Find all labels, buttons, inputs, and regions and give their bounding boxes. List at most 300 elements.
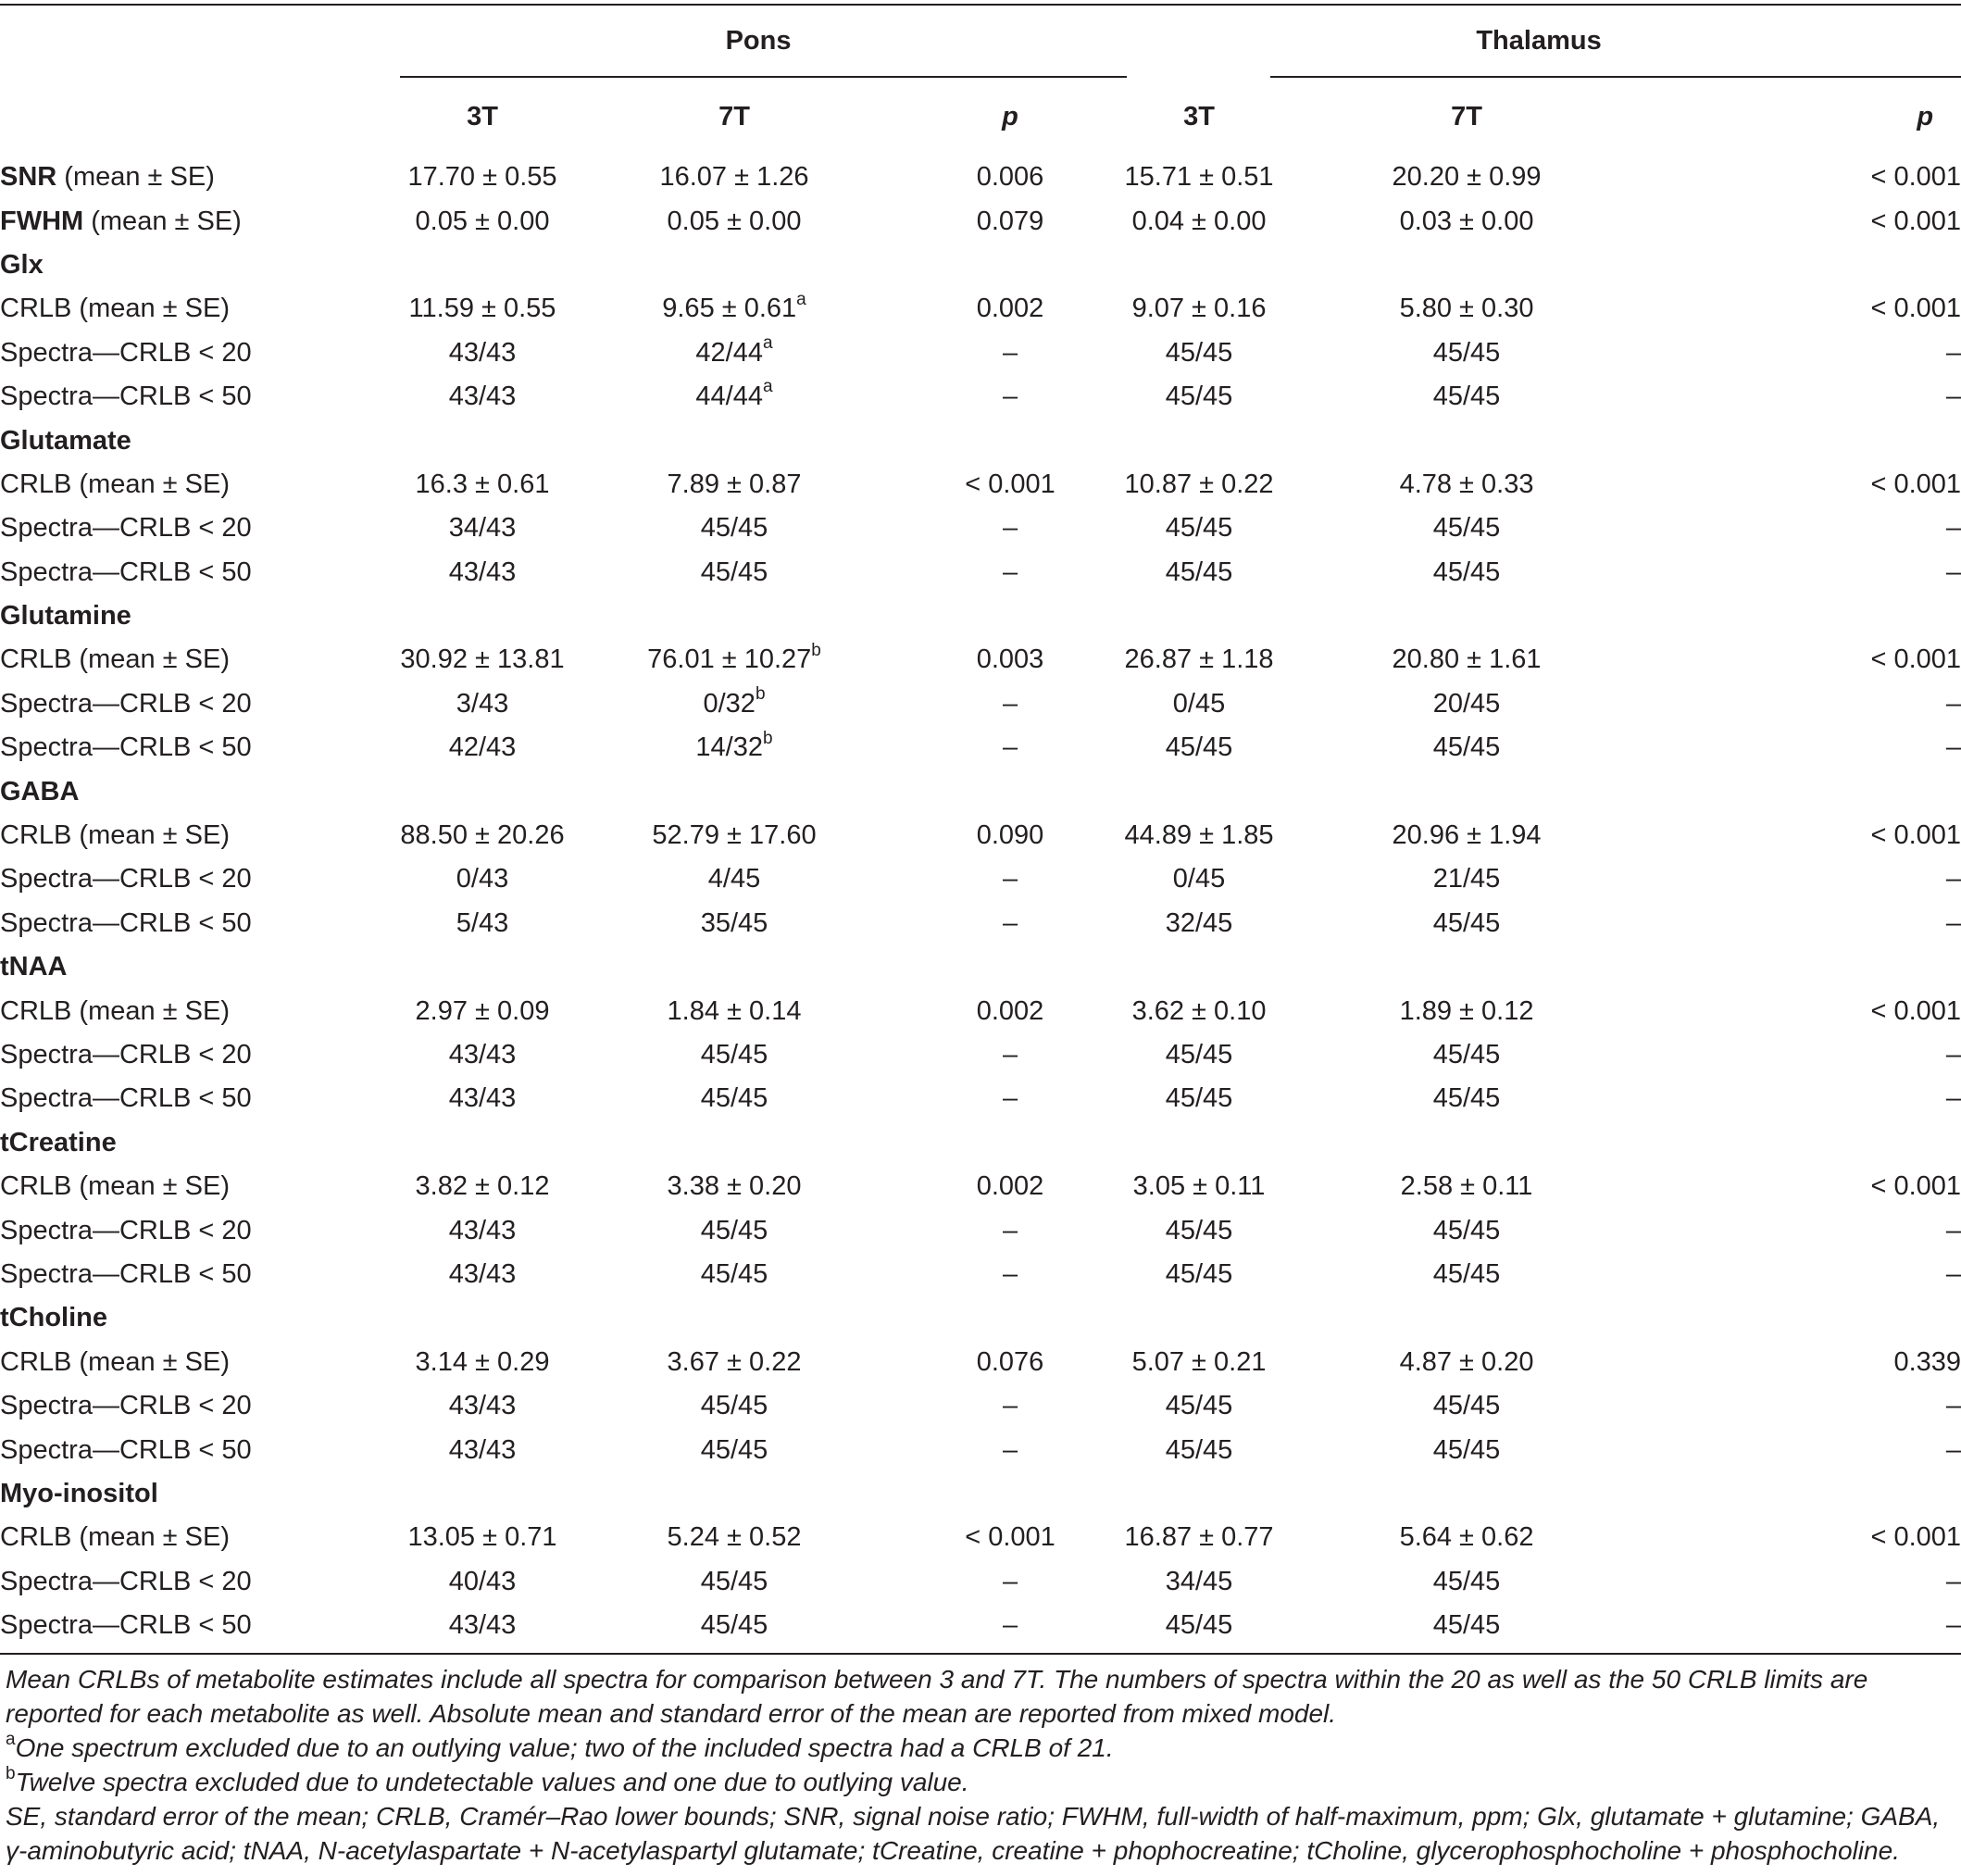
cell-pons-p [904, 1033, 1117, 1077]
empty-cell [1652, 594, 1961, 638]
cell-thalamus-7t [1281, 463, 1652, 507]
row-label-bold: FWHM [0, 206, 84, 236]
cell-thalamus-p [1652, 1253, 1961, 1296]
cell-thalamus-7t [1281, 638, 1652, 682]
section-header-row [0, 244, 1961, 287]
cell-value: 0.002 [976, 995, 1044, 1026]
cell-pons-7t [565, 1208, 904, 1252]
cell-value: 45/45 [1432, 1434, 1501, 1465]
empty-cell [1652, 419, 1961, 462]
table-row [0, 1208, 1961, 1252]
row-label [0, 857, 400, 901]
cell-pons-7t [565, 1033, 904, 1077]
cell-value: 45/45 [1165, 1215, 1233, 1245]
cell-pons-3t [400, 1165, 565, 1208]
cell-pons-3t [400, 1560, 565, 1604]
col-header-thalamus-p: p [1917, 101, 1934, 131]
cell-value: 34/43 [448, 513, 517, 544]
cell-thalamus-7t [1281, 507, 1652, 550]
cell-value: 43/43 [448, 1391, 517, 1421]
empty-cell [565, 1296, 904, 1340]
cell-thalamus-7t [1281, 857, 1652, 901]
cell-value: 45/45 [700, 1566, 768, 1596]
cell-pons-p [904, 1165, 1117, 1208]
row-label [0, 1341, 400, 1384]
cell-value: 11.59 ± 0.55 [408, 294, 556, 324]
table-row [0, 199, 1961, 243]
cell-thalamus-p [1652, 551, 1961, 594]
row-label-text: Spectra—CRLB < 50 [0, 1083, 252, 1114]
cell-value: 21/45 [1432, 864, 1501, 894]
cell-value: 3.67 ± 0.22 [667, 1346, 802, 1377]
cell-value: 43/43 [448, 381, 517, 412]
cell-value: 45/45 [1165, 1258, 1233, 1289]
cell-thalamus-3t [1117, 156, 1281, 199]
note-a [6, 1731, 1955, 1765]
cell-pons-p [904, 287, 1117, 331]
table-row [0, 1033, 1961, 1077]
cell-value: – [1945, 1610, 1961, 1641]
cell-value: – [1002, 513, 1018, 544]
cell-thalamus-3t [1117, 1341, 1281, 1384]
row-label-text: Spectra—CRLB < 20 [0, 337, 252, 368]
cell-thalamus-p [1652, 1516, 1961, 1559]
cell-value: – [1945, 1434, 1961, 1465]
row-label [0, 1384, 400, 1428]
table-row [0, 1560, 1961, 1604]
cell-thalamus-p [1652, 463, 1961, 507]
row-label-text: CRLB (mean ± SE) [0, 469, 230, 499]
col-header-thalamus-3t: 3T [1183, 101, 1215, 131]
empty-cell [1281, 1121, 1652, 1165]
cell-value: 7.89 ± 0.87 [667, 469, 802, 499]
cell-value: < 0.001 [1870, 1522, 1961, 1553]
cell-value: 45/45 [1165, 513, 1233, 544]
table-row [0, 638, 1961, 682]
cell-thalamus-3t [1117, 857, 1281, 901]
cell-pons-p [904, 1384, 1117, 1428]
cell-value: – [1945, 381, 1961, 412]
cell-value: 45/45 [700, 1083, 768, 1114]
cell-value: 3.62 ± 0.10 [1131, 995, 1267, 1026]
empty-cell [1281, 244, 1652, 287]
cell-value: 45/45 [1432, 1258, 1501, 1289]
row-label [0, 156, 400, 199]
row-label-text: CRLB (mean ± SE) [0, 1346, 230, 1377]
table-row [0, 857, 1961, 901]
row-label [0, 1033, 400, 1077]
footnote-mark: b [811, 640, 821, 660]
empty-cell [1117, 1472, 1281, 1516]
col-header-pons-p: p [1002, 101, 1018, 131]
cell-thalamus-3t [1117, 1208, 1281, 1252]
cell-value: 45/45 [1165, 1040, 1233, 1069]
cell-value: – [1945, 1215, 1961, 1245]
empty-cell [400, 945, 565, 989]
cell-value: – [1945, 513, 1961, 544]
cell-pons-p [904, 1077, 1117, 1120]
footnote-mark-b: b [6, 1763, 16, 1783]
row-label [0, 1560, 400, 1604]
cell-thalamus-3t [1117, 375, 1281, 419]
cell-value: 13.05 ± 0.71 [407, 1522, 557, 1553]
cell-pons-p [904, 551, 1117, 594]
empty-cell [565, 594, 904, 638]
cell-value: 2.97 ± 0.09 [415, 995, 550, 1026]
cell-pons-p [904, 507, 1117, 550]
cell-value: < 0.001 [965, 1522, 1055, 1553]
cell-value: 0.05 ± 0.00 [667, 206, 802, 236]
cell-thalamus-3t [1117, 1077, 1281, 1120]
cell-value: 4.78 ± 0.33 [1399, 469, 1534, 499]
cell-value: 45/45 [1165, 337, 1233, 368]
cell-value: – [1945, 1040, 1961, 1069]
cell-value: < 0.001 [1870, 1171, 1961, 1202]
row-label [0, 989, 400, 1032]
empty-cell [904, 1121, 1117, 1165]
empty-cell [904, 1472, 1117, 1516]
cell-value: – [1002, 907, 1018, 938]
row-label-text: Spectra—CRLB < 20 [0, 688, 252, 719]
cell-value: 0.003 [976, 644, 1044, 675]
empty-cell [565, 244, 904, 287]
cell-value: – [1002, 1391, 1018, 1421]
cell-value: 45/45 [1432, 1215, 1501, 1245]
cell-value: 0.002 [976, 1171, 1044, 1202]
cell-value: 1.89 ± 0.12 [1399, 995, 1534, 1026]
cell-value: < 0.001 [1870, 820, 1961, 851]
cell-value: 3.05 ± 0.11 [1132, 1171, 1266, 1202]
cell-thalamus-7t [1281, 1516, 1652, 1559]
section-header-row [0, 1296, 1961, 1340]
cell-pons-7t [565, 1604, 904, 1647]
empty-cell [400, 1472, 565, 1516]
cell-value: 45/45 [1165, 1083, 1233, 1114]
cell-thalamus-p [1652, 1560, 1961, 1604]
cell-thalamus-p [1652, 331, 1961, 375]
row-label [0, 902, 400, 945]
cell-value: – [1002, 381, 1018, 412]
cell-value: 43/43 [448, 1610, 517, 1641]
cell-value: 45/45 [700, 1610, 768, 1641]
cell-value: 45/45 [700, 557, 768, 587]
empty-cell [400, 594, 565, 638]
cell-value: – [1945, 732, 1961, 763]
cell-thalamus-p [1652, 682, 1961, 726]
cell-value: – [1945, 337, 1961, 368]
cell-pons-3t [400, 1516, 565, 1559]
cell-thalamus-7t [1281, 287, 1652, 331]
row-label [0, 199, 400, 243]
cell-thalamus-p [1652, 902, 1961, 945]
cell-value: 3.82 ± 0.12 [415, 1171, 550, 1202]
cell-value: 45/45 [1432, 557, 1501, 587]
empty-cell [1117, 594, 1281, 638]
cell-value: 45/45 [1432, 1083, 1501, 1114]
cell-value: – [1002, 1215, 1018, 1245]
row-label [0, 726, 400, 769]
group-header-pons: Pons [725, 25, 792, 56]
cell-pons-7t [565, 1560, 904, 1604]
cell-value: 35/45 [700, 907, 768, 938]
cell-pons-7t [565, 156, 904, 199]
cell-value: 45/45 [1165, 732, 1233, 763]
row-label-text: Spectra—CRLB < 50 [0, 1610, 252, 1641]
cell-thalamus-3t [1117, 1428, 1281, 1471]
table-row [0, 463, 1961, 507]
row-label-text: Spectra—CRLB < 50 [0, 557, 252, 587]
cell-thalamus-7t [1281, 989, 1652, 1032]
metabolite-table [0, 4, 1961, 1647]
cell-value: < 0.001 [1870, 644, 1961, 675]
cell-pons-p [904, 1604, 1117, 1647]
cell-value: 3.14 ± 0.29 [415, 1346, 550, 1377]
cell-value: 0.002 [976, 294, 1044, 324]
cell-value: 9.65 ± 0.61 [662, 294, 797, 324]
empty-cell [565, 945, 904, 989]
cell-pons-p [904, 857, 1117, 901]
table-row [0, 551, 1961, 594]
cell-value: 76.01 ± 10.27 [647, 644, 812, 675]
cell-value: 0.04 ± 0.00 [1131, 206, 1267, 236]
table-row [0, 331, 1961, 375]
section-header-row [0, 1121, 1961, 1165]
empty-cell [1652, 945, 1961, 989]
cell-pons-3t [400, 375, 565, 419]
row-label [0, 1604, 400, 1647]
cell-pons-p [904, 331, 1117, 375]
cell-value: < 0.001 [1870, 162, 1961, 193]
empty-cell [1652, 769, 1961, 813]
cell-value: – [1002, 1566, 1018, 1596]
cell-value: 10.87 ± 0.22 [1124, 469, 1274, 499]
section-header-row [0, 945, 1961, 989]
row-label [0, 463, 400, 507]
cell-pons-3t [400, 331, 565, 375]
cell-value: 0.03 ± 0.00 [1399, 206, 1534, 236]
cell-thalamus-7t [1281, 902, 1652, 945]
cell-thalamus-3t [1117, 726, 1281, 769]
table-row [0, 726, 1961, 769]
cell-pons-3t [400, 726, 565, 769]
footnote-mark: a [796, 289, 806, 309]
cell-value: 17.70 ± 0.55 [407, 162, 557, 193]
cell-pons-p [904, 1516, 1117, 1559]
cell-value: 16.87 ± 0.77 [1124, 1522, 1274, 1553]
cell-thalamus-3t [1117, 1165, 1281, 1208]
cell-pons-7t [565, 989, 904, 1032]
cell-pons-7t [565, 1077, 904, 1120]
cell-thalamus-7t [1281, 331, 1652, 375]
cell-thalamus-7t [1281, 1253, 1652, 1296]
cell-value: 14/32 [695, 732, 763, 763]
cell-value: – [1945, 557, 1961, 587]
cell-thalamus-7t [1281, 814, 1652, 857]
cell-thalamus-3t [1117, 1560, 1281, 1604]
cell-value: 42/44 [695, 337, 763, 368]
cell-thalamus-p [1652, 989, 1961, 1032]
cell-pons-7t [565, 638, 904, 682]
cell-value: 45/45 [700, 1040, 768, 1069]
cell-pons-3t [400, 156, 565, 199]
cell-thalamus-p [1652, 507, 1961, 550]
cell-value: 43/43 [448, 1040, 517, 1069]
row-label [0, 1077, 400, 1120]
row-label [0, 1516, 400, 1559]
cell-pons-7t [565, 287, 904, 331]
row-label-text: Spectra—CRLB < 50 [0, 1258, 252, 1289]
empty-cell [1117, 769, 1281, 813]
empty-header-cell [0, 4, 400, 78]
row-label [0, 507, 400, 550]
empty-cell [565, 769, 904, 813]
table-row [0, 1516, 1961, 1559]
cell-pons-7t [565, 1253, 904, 1296]
row-label [0, 331, 400, 375]
cell-pons-7t [565, 331, 904, 375]
row-label-text: Spectra—CRLB < 50 [0, 381, 252, 412]
cell-value: 26.87 ± 1.18 [1124, 644, 1274, 675]
cell-thalamus-p [1652, 1604, 1961, 1647]
row-label-bold: SNR [0, 162, 57, 193]
col-header-thalamus-7t: 7T [1451, 101, 1482, 131]
table-row [0, 507, 1961, 550]
cell-pons-p [904, 638, 1117, 682]
empty-cell [400, 419, 565, 462]
table-row [0, 1341, 1961, 1384]
section-header-row [0, 1472, 1961, 1516]
cell-value: 0.006 [976, 162, 1044, 193]
cell-thalamus-7t [1281, 1604, 1652, 1647]
cell-value: 0/45 [1172, 864, 1226, 894]
row-label-text: Spectra—CRLB < 20 [0, 1215, 252, 1245]
cell-value: 45/45 [1432, 337, 1501, 368]
cell-value: 16.3 ± 0.61 [415, 469, 550, 499]
cell-pons-3t [400, 1208, 565, 1252]
cell-thalamus-p [1652, 375, 1961, 419]
footnote-mark: a [763, 333, 773, 354]
note-b-text: Twelve spectra excluded due to undetectable values and one due to outlying value. [15, 1768, 969, 1796]
cell-pons-7t [565, 857, 904, 901]
cell-value: 0.339 [1893, 1346, 1961, 1377]
row-label-text: Spectra—CRLB < 20 [0, 864, 252, 894]
row-label-text: CRLB (mean ± SE) [0, 820, 230, 851]
empty-cell [904, 419, 1117, 462]
cell-value: 45/45 [1165, 1391, 1233, 1421]
cell-value: 45/45 [1432, 513, 1501, 544]
row-label [0, 638, 400, 682]
cell-pons-3t [400, 902, 565, 945]
row-label-text: CRLB (mean ± SE) [0, 644, 230, 675]
cell-pons-p [904, 463, 1117, 507]
row-label [0, 375, 400, 419]
empty-cell [400, 244, 565, 287]
cell-thalamus-3t [1117, 463, 1281, 507]
footnote-mark: a [763, 377, 773, 397]
cell-pons-3t [400, 1604, 565, 1647]
cell-pons-p [904, 199, 1117, 243]
cell-pons-7t [565, 902, 904, 945]
note-a-text: One spectrum excluded due to an outlying value; two of the included spectra had a CRLB of 21. [15, 1733, 1114, 1762]
note-main: Mean CRLBs of metabolite estimates include all spectra for comparison between 3 and 7T. The numbers of spectra within the 20 as well as the 50 CRLB limits are reported for each metabolite as well. Absolute mean and standard error of the mean are reported from mixed model. [6, 1665, 1868, 1728]
cell-pons-7t [565, 814, 904, 857]
cell-thalamus-7t [1281, 156, 1652, 199]
cell-pons-p [904, 156, 1117, 199]
cell-value: – [1945, 864, 1961, 894]
cell-pons-p [904, 375, 1117, 419]
group-header-thalamus: Thalamus [1476, 25, 1602, 56]
cell-value: 4.87 ± 0.20 [1399, 1346, 1534, 1377]
cell-pons-p [904, 1428, 1117, 1471]
cell-thalamus-7t [1281, 726, 1652, 769]
footnote-mark-a: a [6, 1729, 16, 1749]
cell-value: 20/45 [1432, 688, 1501, 719]
empty-cell [1652, 1296, 1961, 1340]
cell-value: 2.58 ± 0.11 [1400, 1171, 1533, 1202]
cell-thalamus-3t [1117, 551, 1281, 594]
cell-pons-7t [565, 507, 904, 550]
table-row [0, 989, 1961, 1032]
cell-thalamus-3t [1117, 682, 1281, 726]
cell-thalamus-3t [1117, 1033, 1281, 1077]
cell-pons-p [904, 1253, 1117, 1296]
row-label-text: Spectra—CRLB < 20 [0, 513, 252, 544]
cell-value: – [1002, 1040, 1018, 1069]
cell-thalamus-3t [1117, 1604, 1281, 1647]
table-body [0, 156, 1961, 1647]
table-row [0, 682, 1961, 726]
empty-cell [400, 1121, 565, 1165]
footnote-mark: b [755, 684, 766, 705]
cell-pons-p [904, 726, 1117, 769]
cell-thalamus-p [1652, 287, 1961, 331]
cell-value: – [1945, 688, 1961, 719]
cell-value: – [1002, 688, 1018, 719]
cell-pons-7t [565, 551, 904, 594]
row-label-text: Spectra—CRLB < 20 [0, 1566, 252, 1596]
cell-value: – [1002, 732, 1018, 763]
cell-thalamus-3t [1117, 1253, 1281, 1296]
cell-value: < 0.001 [1870, 995, 1961, 1026]
cell-value: 32/45 [1165, 907, 1233, 938]
cell-value: 45/45 [1432, 732, 1501, 763]
row-label-text: CRLB (mean ± SE) [0, 1171, 230, 1202]
cell-value: 4/45 [707, 864, 761, 894]
cell-value: – [1945, 1258, 1961, 1289]
cell-thalamus-7t [1281, 1341, 1652, 1384]
cell-thalamus-p [1652, 1384, 1961, 1428]
cell-value: < 0.001 [1870, 294, 1961, 324]
cell-value: < 0.001 [1870, 206, 1961, 236]
cell-thalamus-7t [1281, 1077, 1652, 1120]
table-row [0, 1428, 1961, 1471]
row-label [0, 682, 400, 726]
cell-thalamus-3t [1117, 507, 1281, 550]
cell-thalamus-3t [1117, 199, 1281, 243]
cell-thalamus-3t [1117, 287, 1281, 331]
cell-value: – [1002, 1610, 1018, 1641]
empty-cell [904, 1296, 1117, 1340]
bottom-rule [0, 1653, 1961, 1655]
cell-thalamus-3t [1117, 331, 1281, 375]
cell-value: 43/43 [448, 1083, 517, 1114]
cell-value: 0/43 [456, 864, 509, 894]
cell-value: 88.50 ± 20.26 [400, 820, 565, 851]
cell-thalamus-3t [1117, 902, 1281, 945]
cell-value: – [1945, 1083, 1961, 1114]
empty-cell [1281, 1296, 1652, 1340]
cell-value: 43/43 [448, 1215, 517, 1245]
